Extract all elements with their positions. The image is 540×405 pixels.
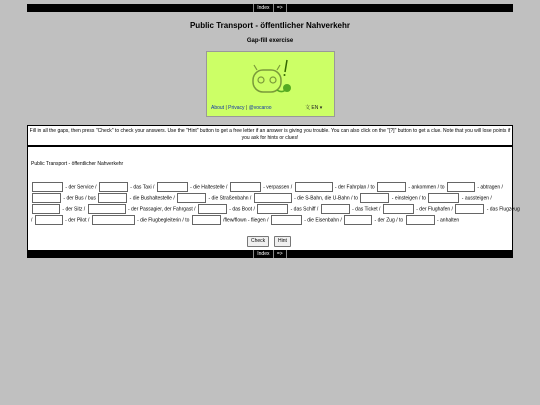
gap-text: - einsteigen / to <box>390 195 428 202</box>
mascot-icon <box>247 56 297 100</box>
gap-text: - der Passagier, der Fahrgast / <box>126 206 197 213</box>
gap-text: - der Fahrplan / to <box>333 184 377 191</box>
page-subtitle: Gap-fill exercise <box>246 38 294 44</box>
link-separator: | <box>244 105 249 111</box>
nav-next-link[interactable]: => <box>273 250 287 258</box>
gap-text: - die Straßenbahn / <box>207 195 253 202</box>
gap-input[interactable] <box>32 193 61 203</box>
exercise-line <box>31 215 459 225</box>
language-label: EN <box>311 105 319 111</box>
gap-text: / <box>31 217 34 224</box>
chevron-down-icon: ▾ <box>319 105 323 111</box>
gap-input[interactable] <box>198 204 227 214</box>
gap-input[interactable] <box>428 193 459 203</box>
nav-index-link[interactable]: Index <box>253 4 273 12</box>
gap-text: - der Bus / bus <box>62 195 98 202</box>
gap-input[interactable] <box>271 215 302 225</box>
gap-input[interactable] <box>98 193 127 203</box>
banner-links <box>211 105 272 111</box>
gap-text: - der Flughafen / <box>414 206 455 213</box>
exercise-heading: Public Transport - öffentlicher Nahverkehr <box>31 161 124 167</box>
gap-text: - die Bushaltestelle / <box>128 195 177 202</box>
gap-input[interactable] <box>360 193 389 203</box>
gap-text: - die S-Bahn, die U-Bahn / to <box>292 195 360 202</box>
exercise-line <box>31 182 503 192</box>
gap-input[interactable] <box>295 182 333 192</box>
gap-input[interactable] <box>88 204 126 214</box>
link-separator: | <box>224 105 229 111</box>
check-button[interactable]: Check <box>247 236 269 247</box>
gap-input[interactable] <box>455 204 484 214</box>
gap-input[interactable] <box>257 204 288 214</box>
exercise-line <box>31 204 520 214</box>
gap-input[interactable] <box>32 204 60 214</box>
gap-text: - der Pilot / <box>63 217 91 224</box>
gap-text: - abtragen / <box>475 184 503 191</box>
gap-text: - verpassen / <box>261 184 294 191</box>
gap-text: - das Taxi / <box>128 184 156 191</box>
gap-input[interactable] <box>447 182 475 192</box>
gap-text: - die Flugbegleiterin / to <box>135 217 191 224</box>
bottom-navbar <box>27 250 513 258</box>
gap-input[interactable] <box>254 193 292 203</box>
gap-text: - das Ticket / <box>350 206 382 213</box>
gap-text: - die Eisenbahn / <box>302 217 344 224</box>
gap-text: - anhalten <box>435 217 460 224</box>
gap-input[interactable] <box>377 182 406 192</box>
gap-input[interactable] <box>344 215 372 225</box>
vocaroo-link[interactable]: @vocaroo <box>248 105 272 111</box>
language-selector[interactable] <box>302 103 325 112</box>
about-link[interactable]: About <box>211 105 225 111</box>
gap-input[interactable] <box>383 204 414 214</box>
gap-input[interactable] <box>157 182 188 192</box>
exercise-box <box>27 146 520 251</box>
privacy-link[interactable]: Privacy <box>228 105 245 111</box>
gap-input[interactable] <box>321 204 350 214</box>
gap-input[interactable] <box>35 215 63 225</box>
gap-input[interactable] <box>92 215 135 225</box>
gap-text: - das Flugzeug <box>485 206 520 213</box>
page-title: Public Transport - öffentlicher Nahverkehr <box>189 21 351 30</box>
gap-input[interactable] <box>192 215 221 225</box>
gap-text: /flew/flown - fliegen / <box>221 217 270 224</box>
gap-text: - das Boot / <box>227 206 257 213</box>
gap-text: - ankommen / to <box>407 184 446 191</box>
gap-text: - der Sitz / <box>61 206 87 213</box>
banner <box>206 51 335 117</box>
nav-next-link[interactable]: => <box>273 4 287 12</box>
instructions-box: Fill in all the gaps, then press "Check" to check your answers. Use the "Hint" button to get a free letter if an answer is giving you trouble. You can also click on the "[?]" button to get a clue. Note that you will lose points if you ask for hints or clues! <box>27 125 513 146</box>
gap-text: - der Service / <box>64 184 98 191</box>
gap-input[interactable] <box>32 182 63 192</box>
gap-input[interactable] <box>177 193 206 203</box>
exercise-line <box>31 193 492 203</box>
gap-text: - der Zug / to <box>373 217 405 224</box>
gap-input[interactable] <box>406 215 435 225</box>
gap-text: - aussteigen / <box>460 195 492 202</box>
gap-input[interactable] <box>230 182 261 192</box>
gap-text: - die Haltestelle / <box>188 184 229 191</box>
gap-text: - das Schiff / <box>289 206 320 213</box>
translate-icon: 文 <box>305 105 311 111</box>
top-navbar <box>27 4 513 12</box>
hint-button[interactable]: Hint <box>274 236 291 247</box>
gap-input[interactable] <box>99 182 128 192</box>
nav-index-link[interactable]: Index <box>253 250 273 258</box>
